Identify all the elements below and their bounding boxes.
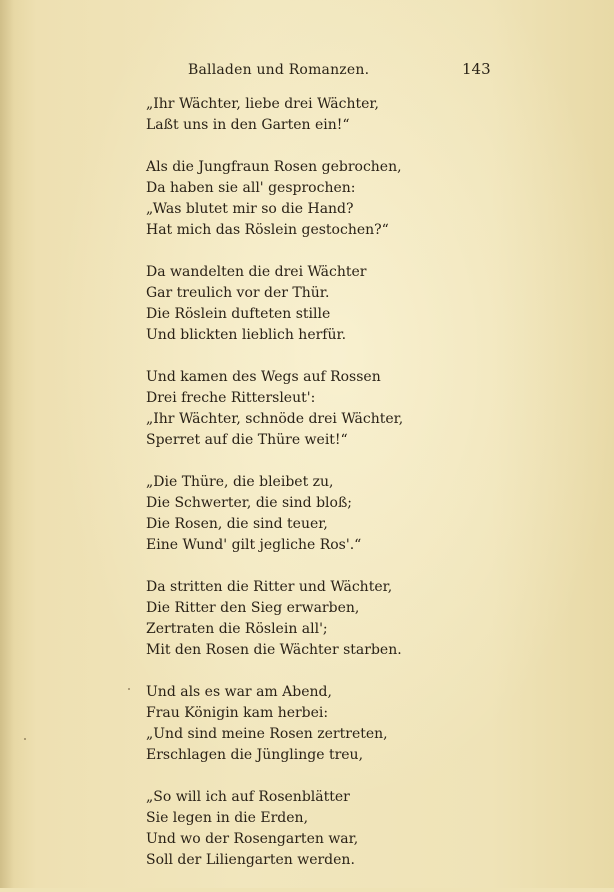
stanza-1 <box>146 94 446 136</box>
verse-line: Die Rosen, die sind teuer, <box>146 516 328 532</box>
verse-line: Zertraten die Röslein all'; <box>146 621 328 637</box>
verse-line: „Und sind meine Rosen zertreten, <box>146 726 388 742</box>
verse-line: Die Schwerter, die sind bloß; <box>146 495 353 511</box>
verse-line: Sie legen in die Erden, <box>146 810 309 826</box>
stanza-4 <box>146 367 446 451</box>
stanza-7 <box>146 682 446 766</box>
verse-line: Sperret auf die Thüre weit!“ <box>146 432 348 448</box>
verse-line: Und als es war am Abend, <box>146 684 332 700</box>
page-gutter-shadow <box>0 0 14 888</box>
stanza-2 <box>146 157 446 241</box>
verse-line: „Ihr Wächter, schnöde drei Wächter, <box>146 411 404 427</box>
paper-speck <box>24 738 26 740</box>
verse-line: Die Röslein dufteten stille <box>146 306 331 322</box>
verse-line: Mit den Rosen die Wächter starben. <box>146 642 402 658</box>
verse-line: „Ihr Wächter, liebe drei Wächter, <box>146 96 379 112</box>
verse-line: Frau Königin kam herbei: <box>146 705 329 721</box>
verse-line: „So will ich auf Rosenblätter <box>146 789 350 805</box>
stanza-5 <box>146 472 446 556</box>
verse-line: Eine Wund' gilt jegliche Ros'.“ <box>146 537 362 553</box>
running-title: Balladen und Romanzen. <box>188 62 370 78</box>
verse-line: Und blickten lieblich herfür. <box>146 327 347 343</box>
stanza-8 <box>146 787 446 871</box>
verse-line: Und kamen des Wegs auf Rossen <box>146 369 381 385</box>
verse-line: Da wandelten die drei Wächter <box>146 264 367 280</box>
verse-line: „Die Thüre, die bleibet zu, <box>146 474 334 490</box>
poem-body <box>146 94 446 892</box>
verse-line: Gar treulich vor der Thür. <box>146 285 330 301</box>
verse-line: „Was blutet mir so die Hand? <box>146 201 354 217</box>
verse-line: Hat mich das Röslein gestochen?“ <box>146 222 389 238</box>
verse-line: Laßt uns in den Garten ein!“ <box>146 117 350 133</box>
paper-speck <box>128 688 130 690</box>
verse-line: Da haben sie all' gesprochen: <box>146 180 356 196</box>
verse-line: Die Ritter den Sieg erwarben, <box>146 600 360 616</box>
stanza-3 <box>146 262 446 346</box>
verse-line: Da stritten die Ritter und Wächter, <box>146 579 393 595</box>
verse-line: Und wo der Rosengarten war, <box>146 831 359 847</box>
verse-line: Drei freche Rittersleut': <box>146 390 316 406</box>
stanza-6 <box>146 577 446 661</box>
verse-line: Erschlagen die Jünglinge treu, <box>146 747 364 763</box>
verse-line: Als die Jungfraun Rosen gebrochen, <box>146 159 402 175</box>
page-number: 143 <box>462 60 491 78</box>
verse-line: Soll der Liliengarten werden. <box>146 852 355 868</box>
